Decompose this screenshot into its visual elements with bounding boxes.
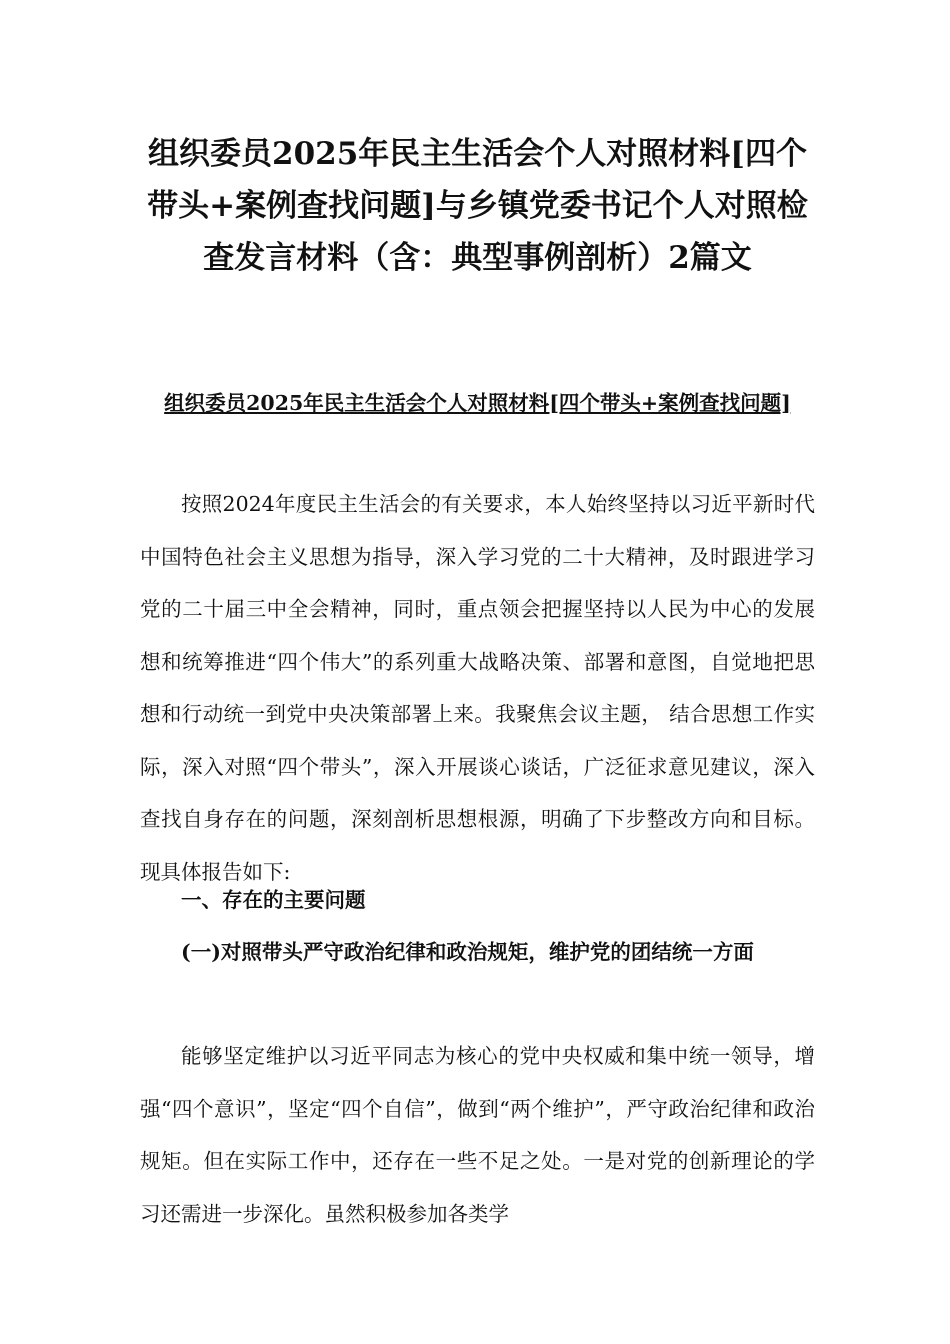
- document-main-title: 组织委员2025年民主生活会个人对照材料[四个带头+案例查找问题]与乡镇党委书记个人对照检查发言材料（含：典型事例剖析）2篇文: [147, 136, 808, 276]
- section-heading: 一、存在的主要问题: [181, 888, 366, 912]
- subsection-paragraph: 能够坚定维护以习近平同志为核心的党中央权威和集中统一领导，增强“四个意识”，坚定“四个自信”，做到“两个维护”，严守政治纪律和政治规矩。但在实际工作中，还存在一些不足之处。一是对党的创新理论的学习还需进一步深化。虽然积极参加各类学: [140, 1044, 815, 1226]
- subsection-heading: (一)对照带头严守政治纪律和政治规矩，维护党的团结统一方面: [181, 940, 754, 964]
- section-title: 组织委员2025年民主生活会个人对照材料[四个带头+案例查找问题]: [164, 391, 791, 415]
- intro-paragraph: 按照2024年度民主生活会的有关要求，本人始终坚持以习近平新时代中国特色社会主义思想为指导，深入学习党的二十大精神，及时跟进学习党的二十届三中全会精神，同时，重点领会把握坚持以人民为中心的发展想和统筹推进“四个伟大”的系列重大战略决策、部署和意图，自觉地把思想和行动统一到党中央决策部署上来。我聚焦会议主题， 结合思想工作实际，深入对照“四个带头”，深入开展谈心谈话，广泛征求意见建议，深入查找自身存在的问题，深刻剖析思想根源，明确了下步整改方向和目标。现具体报告如下:: [140, 492, 815, 884]
